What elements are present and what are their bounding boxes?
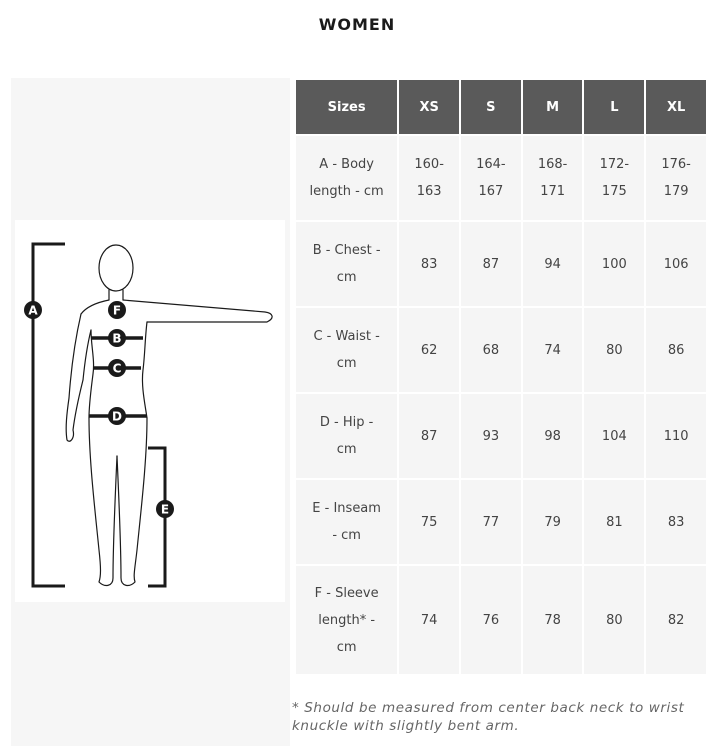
table-cell: 110 xyxy=(646,394,706,478)
table-cell: 87 xyxy=(399,394,459,478)
table-cell: 94 xyxy=(523,222,583,306)
header-l: L xyxy=(584,80,644,134)
row-label-line: length - cm xyxy=(309,184,384,199)
table-row xyxy=(296,566,706,674)
marker-e-label: E xyxy=(160,502,170,517)
table-cell: 76 xyxy=(461,566,521,674)
marker-c-label: C xyxy=(112,361,122,376)
row-label-line: F - Sleeve xyxy=(314,585,379,601)
table-cell: 80 xyxy=(584,308,644,392)
table-header-row xyxy=(296,80,706,134)
table-cell: 106 xyxy=(646,222,706,306)
cell-line: 179 xyxy=(663,184,689,199)
cell-line: 171 xyxy=(540,184,566,199)
table-cell: 82 xyxy=(646,566,706,674)
marker-a-icon xyxy=(24,301,42,319)
marker-d-icon xyxy=(108,407,126,425)
table-body xyxy=(296,136,706,674)
marker-f-label: F xyxy=(112,303,122,318)
marker-b-label: B xyxy=(112,331,122,346)
row-label-line: - cm xyxy=(332,528,361,543)
table-cell: 83 xyxy=(646,480,706,564)
table-cell: 62 xyxy=(399,308,459,392)
table-row xyxy=(296,480,706,564)
cell-line: 164- xyxy=(476,157,506,172)
table-cell: 77 xyxy=(461,480,521,564)
size-table-wrapper xyxy=(294,78,708,676)
table-cell: 98 xyxy=(523,394,583,478)
row-label xyxy=(296,566,397,674)
body-measurement-figure xyxy=(15,220,285,602)
table-row xyxy=(296,308,706,392)
table-cell xyxy=(523,136,583,220)
table-cell: 74 xyxy=(399,566,459,674)
marker-a-label: A xyxy=(28,303,38,318)
measurement-lines xyxy=(89,338,147,416)
row-label xyxy=(296,394,397,478)
cell-line: 167 xyxy=(478,184,504,199)
row-label-line: cm xyxy=(336,270,357,285)
marker-f-icon xyxy=(108,301,126,319)
body-figure-svg xyxy=(15,220,285,602)
bracket-a xyxy=(33,244,65,586)
table-cell: 80 xyxy=(584,566,644,674)
table-row xyxy=(296,222,706,306)
row-label xyxy=(296,136,397,220)
footnote: * Should be measured from center back neck to wrist knuckle with slightly bent arm. xyxy=(292,700,685,734)
table-cell: 68 xyxy=(461,308,521,392)
row-label-line: cm xyxy=(336,442,357,457)
cell-line: 176- xyxy=(661,157,691,172)
table-row xyxy=(296,136,706,220)
table-cell: 78 xyxy=(523,566,583,674)
marker-c-icon xyxy=(108,359,126,377)
table-row xyxy=(296,394,706,478)
row-label-line: C - Waist - xyxy=(313,329,380,344)
table-cell: 79 xyxy=(523,480,583,564)
cell-line: 175 xyxy=(601,184,627,199)
table-cell xyxy=(399,136,459,220)
table-cell xyxy=(461,136,521,220)
row-label xyxy=(296,480,397,564)
size-table xyxy=(294,78,708,676)
page-title: WOMEN xyxy=(318,15,396,34)
header-s: S xyxy=(461,80,521,134)
cell-line: 168- xyxy=(537,157,568,172)
table-cell: 81 xyxy=(584,480,644,564)
table-cell: 104 xyxy=(584,394,644,478)
row-label-line: cm xyxy=(336,639,357,655)
header-xl: XL xyxy=(646,80,706,134)
row-label-line: length* - xyxy=(318,612,376,628)
table-cell xyxy=(646,136,706,220)
table-cell: 86 xyxy=(646,308,706,392)
marker-b-icon xyxy=(108,329,126,347)
marker-e-icon xyxy=(156,500,174,518)
table-cell: 74 xyxy=(523,308,583,392)
row-label-line: A - Body xyxy=(319,157,374,172)
table-cell: 100 xyxy=(584,222,644,306)
row-label-line: E - Inseam xyxy=(312,501,381,516)
table-cell xyxy=(584,136,644,220)
row-label-line: D - Hip - xyxy=(319,415,374,430)
row-label-line: B - Chest - xyxy=(312,243,381,258)
table-cell: 83 xyxy=(399,222,459,306)
cell-line: 163 xyxy=(416,184,442,199)
table-cell: 93 xyxy=(461,394,521,478)
table-cell: 87 xyxy=(461,222,521,306)
table-cell: 75 xyxy=(399,480,459,564)
header-m: M xyxy=(523,80,583,134)
row-label xyxy=(296,222,397,306)
marker-d-label: D xyxy=(112,409,122,424)
cell-line: 172- xyxy=(599,157,630,172)
row-label xyxy=(296,308,397,392)
header-sizes: Sizes xyxy=(296,80,397,134)
row-label-line: cm xyxy=(336,356,357,371)
header-xs: XS xyxy=(399,80,459,134)
cell-line: 160- xyxy=(414,157,444,172)
